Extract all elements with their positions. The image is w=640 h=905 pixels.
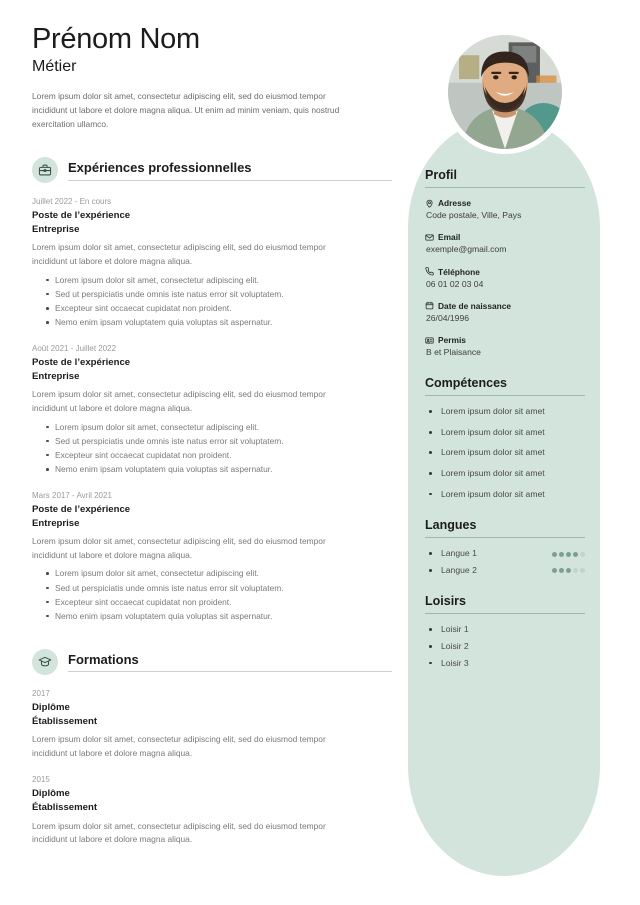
contact-label: [425, 267, 585, 277]
level-dot-filled: [566, 552, 571, 557]
section-divider: [68, 180, 392, 181]
sidebar-divider: [425, 395, 585, 396]
contact-label-text: Permis: [438, 335, 466, 345]
entry-bullet: Excepteur sint occaecat cupidatat non proident.: [46, 448, 392, 462]
phone-icon: [425, 267, 434, 276]
entry-bullet: Excepteur sint occaecat cupidatat non proident.: [46, 595, 392, 609]
experience-entry: [32, 491, 392, 623]
language-level-dots: [552, 552, 585, 557]
contact-label: [425, 198, 585, 208]
sidebar-divider: [425, 613, 585, 614]
language-name: Langue 2: [425, 565, 477, 577]
entry-degree: Diplôme: [32, 788, 70, 800]
hobbies-list: [425, 624, 585, 669]
contact-label-text: Email: [438, 232, 461, 243]
sidebar-section-hobbies: [425, 594, 585, 669]
sidebar-title-skills: Compétences: [425, 376, 507, 391]
entry-bullets: [32, 420, 392, 476]
education-entry: [32, 775, 392, 846]
profile-photo-portrait: [448, 35, 562, 149]
contact-value: Code postale, Ville, Pays: [426, 210, 522, 221]
entry-date: 2015: [32, 775, 50, 785]
experience-list: [32, 197, 392, 623]
level-dot-filled: [552, 568, 557, 573]
entry-date: Août 2021 - Juillet 2022: [32, 344, 117, 354]
entry-description: Lorem ipsum dolor sit amet, consectetur adipiscing elit, sed do eiusmod tempor incididunt ut labore et dolore magna aliqua.: [32, 536, 326, 560]
entry-bullet: Excepteur sint occaecat cupidatat non proident.: [46, 301, 392, 315]
section-divider: [68, 671, 392, 672]
sidebar-title-profile: Profil: [425, 168, 457, 182]
entry-description: Lorem ipsum dolor sit amet, consectetur adipiscing elit, sed do eiusmod tempor incididunt ut labore et dolore magna aliqua.: [32, 242, 326, 267]
list-item: Lorem ipsum dolor sit amet: [425, 468, 585, 480]
envelope-icon: [425, 233, 434, 242]
main-content: [32, 24, 392, 862]
entry-organization: Entreprise: [32, 370, 80, 382]
list-item: Loisir 3: [425, 658, 585, 670]
entry-date: Mars 2017 - Avril 2021: [32, 491, 112, 501]
contact-label-text: Adresse: [438, 198, 472, 208]
sidebar-title-languages: Langues: [425, 518, 477, 533]
level-dot-empty: [580, 552, 585, 557]
entry-role: Poste de l’expérience: [32, 504, 131, 516]
entry-bullet: Lorem ipsum dolor sit amet, consectetur adipiscing elit.: [46, 420, 392, 434]
entry-bullet: Sed ut perspiciatis unde omnis iste natus error sit voluptatem.: [46, 287, 392, 301]
entry-role: Poste de l’expérience: [32, 357, 131, 369]
briefcase-icon: [32, 157, 58, 183]
entry-description: Lorem ipsum dolor sit amet, consectetur adipiscing elit, sed do eiusmod tempor incididunt ut labore et dolore magna aliqua.: [32, 389, 326, 413]
summary-text: Lorem ipsum dolor sit amet, consectetur adipiscing elit, sed do eiusmod tempor incididunt ut labore et dolore magna aliqua. Ut enim ad minim veniam, quis nostrud exercitation ullamco.: [32, 91, 340, 129]
id-card-icon: [425, 336, 434, 345]
contact-item-birthdate: [425, 301, 585, 324]
entry-bullets: [32, 566, 392, 622]
list-item: Lorem ipsum dolor sit amet: [425, 489, 585, 501]
entry-date: 2017: [32, 688, 50, 698]
language-level-dots: [552, 568, 585, 573]
entry-bullet: Nemo enim ipsam voluptatem quia voluptas sit aspernatur.: [46, 462, 392, 476]
experience-entry: [32, 197, 392, 329]
entry-bullet: Nemo enim ipsam voluptatem quia voluptas sit aspernatur.: [46, 315, 392, 329]
level-dot-filled: [552, 552, 557, 557]
level-dot-filled: [566, 568, 571, 573]
entry-bullet: Sed ut perspiciatis unde omnis iste natus error sit voluptatem.: [46, 434, 392, 448]
contact-label: [425, 301, 585, 311]
contact-label-text: Téléphone: [438, 266, 480, 277]
contact-label: [425, 232, 585, 242]
languages-list: [425, 548, 585, 576]
sidebar-section-skills: [425, 376, 585, 500]
calendar-icon: [425, 301, 434, 310]
education-list: [32, 689, 392, 847]
level-dot-empty: [573, 568, 578, 573]
contact-label: [425, 335, 585, 345]
graduation-cap-icon: [32, 649, 58, 675]
level-dot-empty: [580, 568, 585, 573]
list-item: Loisir 2: [425, 641, 585, 653]
sidebar-section-languages: [425, 518, 585, 576]
education-entry: [32, 689, 392, 760]
list-item: Loisir 1: [425, 624, 585, 636]
language-row: [425, 565, 585, 577]
location-pin-icon: [425, 199, 434, 208]
level-dot-filled: [559, 552, 564, 557]
sidebar-title-hobbies: Loisirs: [425, 594, 466, 609]
section-title-experience: Expériences professionnelles: [68, 159, 252, 175]
level-dot-filled: [573, 552, 578, 557]
sidebar-section-profile: [425, 168, 585, 358]
section-header-education: [32, 649, 392, 675]
entry-date: Juillet 2022 - En cours: [32, 197, 112, 207]
entry-school: Établissement: [32, 801, 98, 813]
contact-item-phone: [425, 267, 585, 290]
contact-item-license: [425, 335, 585, 358]
entry-description: Lorem ipsum dolor sit amet, consectetur adipiscing elit, sed do eiusmod tempor incididunt ut labore et dolore magna aliqua.: [32, 820, 326, 845]
skills-list: [425, 406, 585, 500]
entry-bullet: Nemo enim ipsam voluptatem quia voluptas sit aspernatur.: [46, 609, 392, 623]
list-item: Lorem ipsum dolor sit amet: [425, 406, 585, 418]
entry-description: Lorem ipsum dolor sit amet, consectetur adipiscing elit, sed do eiusmod tempor incididunt ut labore et dolore magna aliqua.: [32, 734, 326, 758]
entry-bullets: [32, 273, 392, 329]
entry-organization: Entreprise: [32, 517, 80, 529]
avatar: [443, 30, 567, 154]
contact-value: 26/04/1996: [426, 312, 470, 323]
entry-role: Poste de l’expérience: [32, 210, 131, 222]
language-name: Langue 1: [425, 548, 477, 560]
sidebar: [425, 168, 585, 687]
entry-school: Établissement: [32, 715, 98, 727]
entry-bullet: Sed ut perspiciatis unde omnis iste natus error sit voluptatem.: [46, 581, 392, 595]
contact-item-address: [425, 198, 585, 221]
entry-organization: Entreprise: [32, 223, 80, 235]
entry-bullet: Lorem ipsum dolor sit amet, consectetur adipiscing elit.: [46, 273, 392, 287]
entry-degree: Diplôme: [32, 701, 70, 713]
job-title: Métier: [32, 58, 77, 76]
contact-item-email: [425, 232, 585, 255]
contact-label-text: Date de naissance: [438, 300, 512, 311]
language-row: [425, 548, 585, 560]
experience-entry: [32, 344, 392, 476]
list-item: Lorem ipsum dolor sit amet: [425, 447, 585, 459]
section-title-education: Formations: [68, 651, 139, 667]
section-header-experience: [32, 157, 392, 183]
page-title: Prénom Nom: [32, 23, 200, 55]
sidebar-divider: [425, 537, 585, 538]
list-item: Lorem ipsum dolor sit amet: [425, 427, 585, 439]
contact-value: B et Plaisance: [426, 347, 481, 358]
contact-value: 06 01 02 03 04: [426, 278, 484, 289]
level-dot-filled: [559, 568, 564, 573]
entry-bullet: Lorem ipsum dolor sit amet, consectetur adipiscing elit.: [46, 566, 392, 580]
sidebar-divider: [425, 187, 585, 188]
contact-value: exemple@gmail.com: [426, 244, 507, 255]
